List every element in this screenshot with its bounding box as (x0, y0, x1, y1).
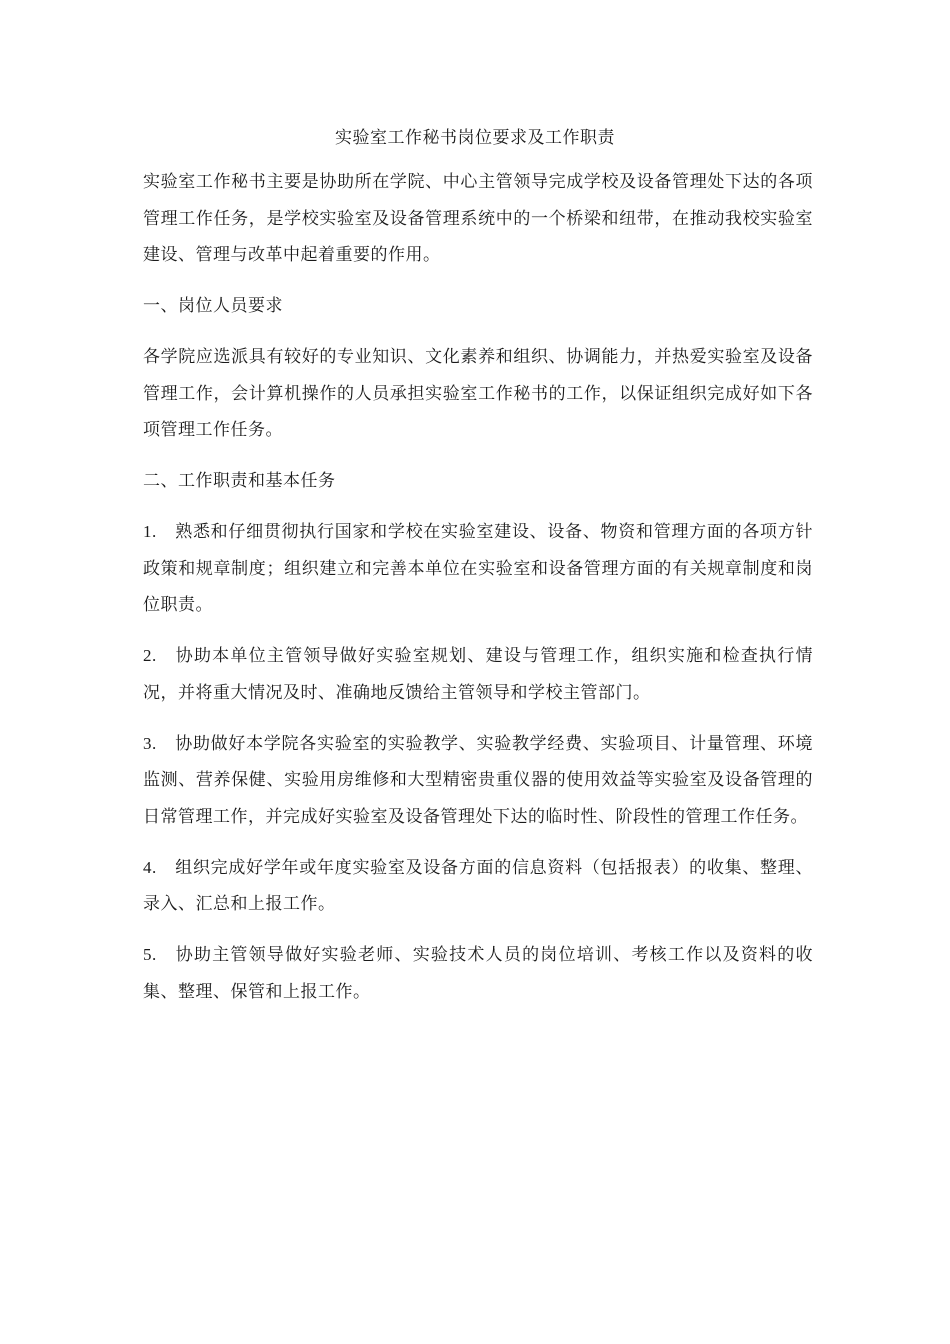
document-title: 实验室工作秘书岗位要求及工作职责 (335, 128, 615, 148)
section1-heading: 一、岗位人员要求 (143, 296, 283, 316)
list-item-text: 熟悉和仔细贯彻执行国家和学校在实验室建设、设备、物资和管理方面的各项方针政策和规章制度；组织建立和完善本单位在实验室和设备管理方面的有关规章制度和岗位职责。 (143, 522, 813, 615)
list-item (143, 726, 813, 836)
list-item-text: 协助本单位主管领导做好实验室规划、建设与管理工作，组织实施和检查执行情况，并将重大情况及时、准确地反馈给主管领导和学校主管部门。 (143, 646, 813, 703)
intro-paragraph: 实验室工作秘书主要是协助所在学院、中心主管领导完成学校及设备管理处下达的各项管理工作任务，是学校实验室及设备管理系统中的一个桥梁和纽带，在推动我校实验室建设、管理与改革中起着重要的作用。 (143, 172, 813, 265)
list-item-number: 2. (143, 646, 157, 665)
section1-paragraph: 各学院应选派具有较好的专业知识、文化素养和组织、协调能力，并热爱实验室及设备管理工作，会计算机操作的人员承担实验室工作秘书的工作，以保证组织完成好如下各项管理工作任务。 (143, 347, 813, 440)
section2-heading: 二、工作职责和基本任务 (143, 471, 336, 491)
list-item (143, 638, 813, 711)
list-item-text: 协助做好本学院各实验室的实验教学、实验教学经费、实验项目、计量管理、环境监测、营养保健、实验用房维修和大型精密贵重仪器的使用效益等实验室及设备管理的日常管理工作，并完成好实验室及设备管理处下达的临时性、阶段性的管理工作任务。 (143, 733, 813, 827)
document-body (143, 164, 813, 1025)
list-item-number: 5. (143, 945, 157, 964)
list-item (143, 937, 813, 1010)
list-item-text: 协助主管领导做好实验老师、实验技术人员的岗位培训、考核工作以及资料的收集、整理、保管和上报工作。 (143, 945, 813, 1002)
list-item-number: 4. (143, 857, 157, 877)
list-item-text: 组织完成好学年或年度实验室及设备方面的信息资料（包括报表）的收集、整理、录入、汇总和上报工作。 (143, 857, 813, 914)
list-item-number: 1. (143, 522, 157, 541)
list-item (143, 514, 813, 624)
list-item (143, 850, 813, 923)
list-item-number: 3. (143, 733, 157, 753)
